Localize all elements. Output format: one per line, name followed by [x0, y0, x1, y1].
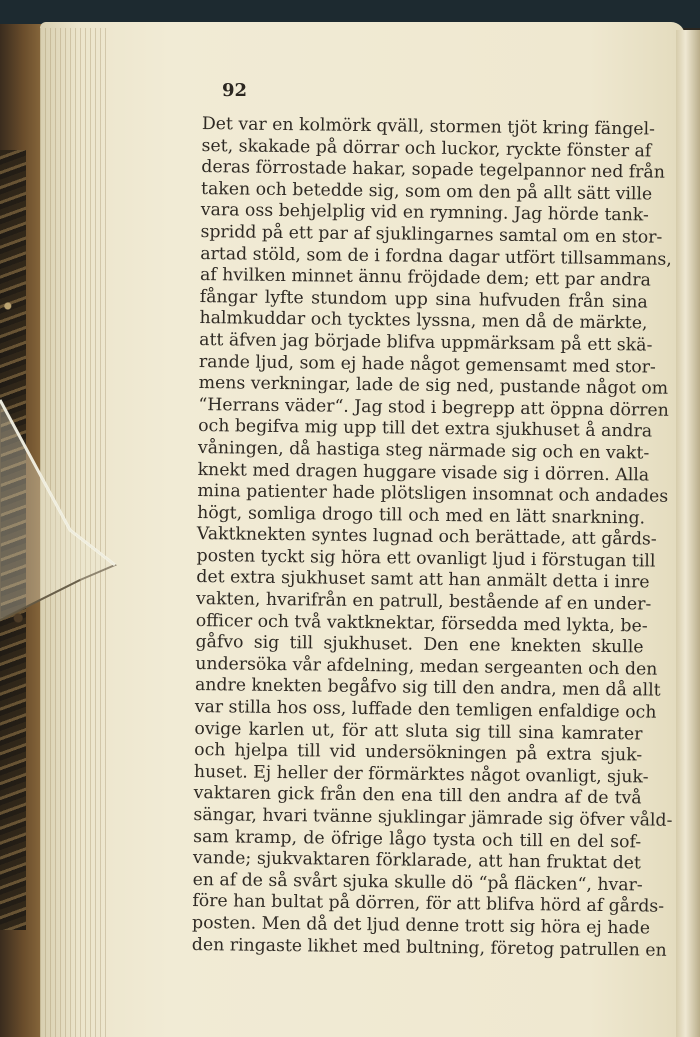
- text-line: mina patienter hade plötsligen insomnat och andades: [197, 481, 669, 507]
- text-line: huset. Ej heller der förmärktes något ovanligt, sjuk-: [193, 761, 649, 788]
- text-line: Det var en kolmörk qväll, stormen tjöt kring fängel-: [201, 114, 656, 140]
- text-line: ovige karlen ut, för att sluta sig till sina kamrater: [194, 718, 643, 745]
- text-line: rande ljud, som ej hade något gemensamt med stor-: [198, 351, 656, 378]
- text-line: posten tyckt sig höra ett ovanligt ljud i förstugan till: [196, 545, 656, 572]
- text-line: vakten, hvarifrån en patrull, bestående af en under-: [195, 589, 652, 615]
- text-line: vara oss behjelplig vid en rymning. Jag hörde tank-: [200, 200, 649, 226]
- text-line: och hjelpa till vid undersökningen på extra sjuk-: [194, 740, 643, 766]
- body-text: [191, 114, 673, 962]
- text-line: sängar, hvari tvänne sjuklingar jämrade sig öfver våld-: [193, 804, 673, 831]
- text-line: att äfven jag började blifva uppmärksam på ett skä-: [199, 329, 653, 356]
- text-line: mens verkningar, lade de sig ned, pustande något om: [198, 373, 669, 399]
- text-line: sam kramp, de öfrige lågo tysta och till en del sof-: [193, 826, 642, 853]
- text-line: undersöka vår afdelning, medan sergeanten och den: [195, 653, 658, 680]
- text-line: gåfvo sig till sjukhuset. Den ene knekten skulle: [195, 632, 644, 658]
- text-line: taken och betedde sig, som om den på allt sätt ville: [200, 178, 653, 205]
- text-line: af hvilken minnet ännu fröjdade dem; ett par andra: [199, 265, 651, 291]
- text-line: deras förrostade hakar, sopade tegelpannor ned från: [201, 157, 666, 183]
- text-line: den ringaste likhet med bultning, företog patrullen en: [191, 934, 667, 961]
- page-stack-edge: [676, 30, 700, 1037]
- glass-bookmark-icon: [0, 380, 120, 630]
- text-line: andre knekten begåfvo sig till den andra, men då allt: [194, 675, 661, 702]
- text-line: var stilla hos oss, luffade den temligen enfaldige och: [194, 696, 657, 723]
- text-line: en af de så svårt sjuka skulle dö “på fläcken“, hvar-: [192, 869, 643, 896]
- text-line: officer och två vaktknektar, försedda med lykta, be-: [195, 610, 648, 637]
- text-line: det extra sjukhuset samt att han anmält detta i inre: [196, 567, 650, 593]
- text-line: knekt med dragen huggare visade sig i dörren. Alla: [197, 459, 650, 485]
- text-line: spridd på ett par af sjuklingarnes samtal om en stor-: [200, 221, 663, 248]
- text-line: halmkuddar och tycktes lyssna, men då de märkte,: [199, 308, 648, 334]
- text-line: Vaktknekten syntes lugnad och berättade, att gårds-: [196, 524, 657, 550]
- text-line: vaktaren gick från den ena till den andra af de två: [193, 783, 642, 809]
- page-number: 92: [222, 80, 248, 101]
- text-line: högt, somliga drogo till och med en lätt snarkning.: [197, 502, 646, 529]
- text-line: set, skakade på dörrar och luckor, ryckte fönster af: [201, 135, 652, 162]
- text-line: och begifva mig upp till det extra sjukhuset å andra: [198, 416, 653, 442]
- text-line: “Herrans väder“. Jag stod i begrepp att öppna dörren: [198, 394, 669, 421]
- text-line: posten. Men då det ljud denne trott sig höra ej hade: [191, 912, 651, 939]
- text-line: artad stöld, som de i fordna dagar utfört tillsammans,: [200, 243, 672, 270]
- text-line: vande; sjukvaktaren förklarade, att han fruktat det: [192, 848, 641, 874]
- text-line: fångar lyfte stundom upp sina hufvuden från sina: [199, 286, 648, 313]
- text-line: våningen, då hastiga steg närmade sig och en vakt-: [197, 437, 650, 464]
- text-line: före han bultat på dörren, för att blifva hörd af gårds-: [192, 891, 665, 918]
